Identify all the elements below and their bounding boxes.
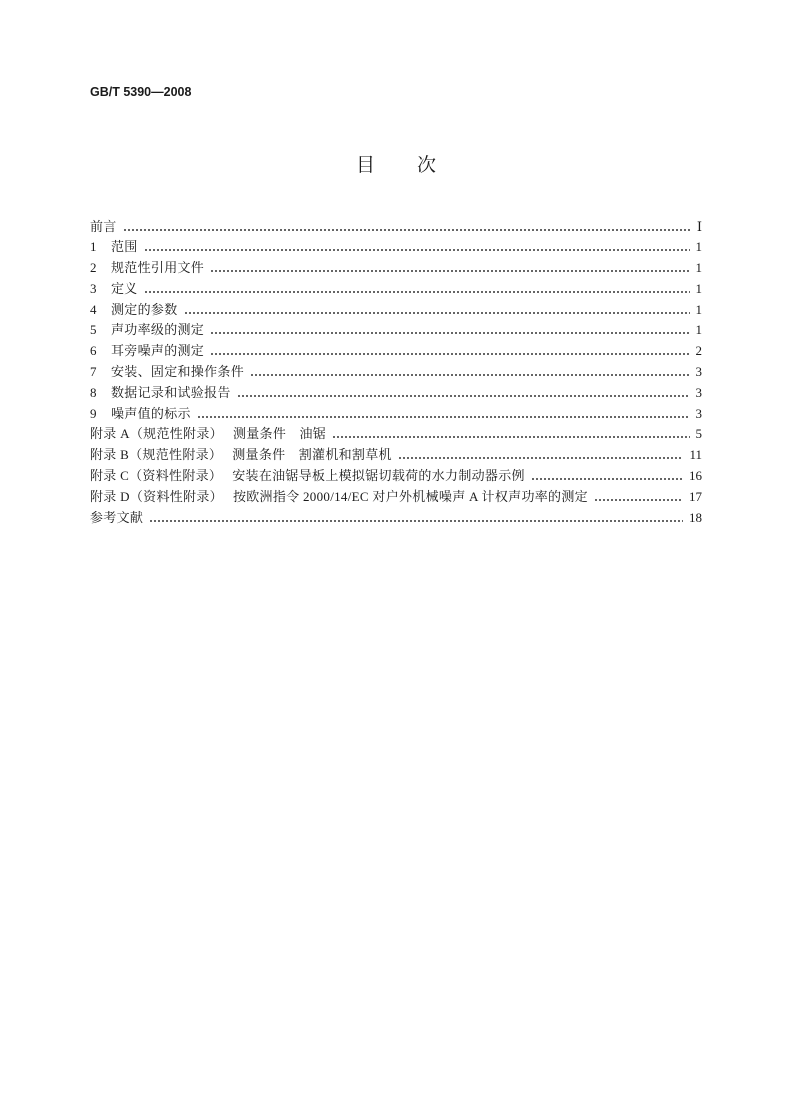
toc-leader	[398, 445, 684, 466]
toc-leader	[144, 279, 690, 300]
toc-page-number: 18	[689, 509, 702, 525]
toc-leader	[332, 424, 689, 445]
toc-page-number: 1	[695, 301, 702, 317]
toc-entry-annex-b	[90, 445, 702, 466]
toc-entry-title: 按欧洲指令 2000/14/EC 对户外机械噪声 A 计权声功率的测定	[232, 488, 588, 504]
toc-leader	[237, 383, 690, 404]
toc-leader	[149, 508, 683, 529]
toc-page-number: 1	[695, 260, 702, 276]
toc-entry-measured-parameters	[90, 300, 702, 321]
toc-page-number: 1	[695, 322, 702, 338]
annex-label: 附录 B	[90, 447, 130, 463]
annex-category: （资料性附录）	[129, 468, 223, 484]
toc-entry-definitions	[90, 279, 702, 300]
standard-number: GB/T 5390—2008	[90, 85, 192, 99]
toc-leader	[594, 487, 683, 508]
toc-entry-installation-conditions	[90, 362, 702, 383]
toc-leader	[197, 404, 690, 425]
toc-entry-title: 规范性引用文件	[111, 260, 205, 276]
toc-entry-number: 8	[90, 384, 97, 400]
toc-entry-title: 安装在油锯导板上模拟锯切载荷的水力制动器示例	[232, 468, 525, 484]
page-title: 目次	[355, 154, 478, 176]
toc-entry-number: 4	[90, 301, 97, 317]
toc-entry-number: 1	[90, 239, 97, 255]
toc-page-number: 11	[689, 447, 702, 463]
toc-entry-annex-c	[90, 466, 702, 487]
toc-leader	[250, 362, 689, 383]
toc-leader	[210, 341, 689, 362]
annex-category: （规范性附录）	[129, 447, 223, 463]
toc-entry-title: 噪声值的标示	[111, 405, 191, 421]
toc-page-number: 1	[695, 280, 702, 296]
toc-entry-normative-references	[90, 258, 702, 279]
toc-entry-foreword	[90, 217, 702, 238]
toc-leader	[123, 217, 691, 238]
toc-leader	[144, 237, 690, 258]
toc-page-number: 3	[695, 364, 702, 380]
annex-label: 附录 C	[90, 468, 130, 484]
toc-entry-number: 7	[90, 364, 97, 380]
toc-entry-number: 3	[90, 280, 97, 296]
toc-entry-title: 安装、固定和操作条件	[111, 364, 245, 380]
toc-page-number: 3	[695, 384, 702, 400]
toc-page-number: 17	[689, 488, 702, 504]
toc-page-number: Ⅰ	[696, 218, 702, 234]
toc-entry-data-recording-report	[90, 383, 702, 404]
table-of-contents	[90, 217, 702, 529]
annex-category: （资料性附录）	[129, 488, 223, 504]
toc-entry-title: 声功率级的测定	[111, 322, 205, 338]
toc-page-number: 5	[695, 426, 702, 442]
toc-entry-number: 5	[90, 322, 97, 338]
annex-category: （规范性附录）	[129, 426, 223, 442]
toc-leader	[210, 258, 689, 279]
annex-label: 附录 D	[90, 488, 130, 504]
toc-page-number: 3	[695, 405, 702, 421]
toc-entry-title: 测量条件 油锯	[232, 426, 327, 442]
toc-entry-sound-power-level	[90, 320, 702, 341]
toc-entry-number: 9	[90, 405, 97, 421]
toc-page-number: 2	[695, 343, 702, 359]
toc-entry-title: 耳旁噪声的测定	[111, 343, 205, 359]
toc-entry-number: 2	[90, 260, 97, 276]
toc-entry-title: 测定的参数	[111, 301, 178, 317]
toc-entry-scope	[90, 237, 702, 258]
toc-page-number: 16	[689, 468, 702, 484]
toc-entry-title: 前言	[90, 218, 117, 234]
toc-leader	[531, 466, 683, 487]
toc-entry-bibliography	[90, 508, 702, 529]
toc-entry-title: 定义	[111, 280, 138, 296]
toc-page-number: 1	[695, 239, 702, 255]
annex-label: 附录 A	[90, 426, 130, 442]
toc-entry-operator-ear-noise	[90, 341, 702, 362]
toc-entry-title: 参考文献	[90, 509, 144, 525]
toc-entry-number: 6	[90, 343, 97, 359]
toc-entry-title: 测量条件 割灌机和割草机	[232, 447, 392, 463]
toc-entry-title: 数据记录和试验报告	[111, 384, 231, 400]
toc-leader	[184, 300, 690, 321]
toc-entry-title: 范围	[111, 239, 138, 255]
toc-entry-noise-declaration	[90, 404, 702, 425]
toc-entry-annex-a	[90, 424, 702, 445]
toc-leader	[210, 320, 689, 341]
toc-entry-annex-d	[90, 487, 702, 508]
